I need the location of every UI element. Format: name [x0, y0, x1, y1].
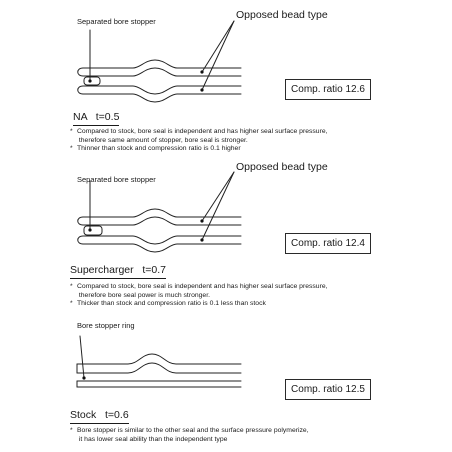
note-item: * Compared to stock, bore seal is independent and has higher seal surface pressure, therefore bore seal power is much stronger. — [70, 283, 328, 300]
note-item: * Thicker than stock and compression ratio is 0.1 less than stock — [70, 300, 328, 309]
section-title-na — [73, 112, 119, 126]
comp-ratio-box: Comp. ratio 12.6 — [285, 79, 371, 100]
upper-layer-top — [77, 354, 241, 364]
section-title-text: Supercharger t=0.7 — [70, 264, 167, 276]
note-item: * Thinner than stock and compression ratio is 0.1 higher — [70, 145, 328, 154]
dot-stopper-1 — [88, 79, 91, 82]
lower-plate-inner — [91, 86, 241, 94]
section-title-stock — [70, 410, 129, 424]
callout-bore-stopper-ring: Bore stopper ring — [77, 321, 135, 330]
section-title-text: NA t=0.5 — [73, 111, 120, 123]
dot-bead-upper-1 — [200, 70, 203, 73]
title-underline — [70, 278, 166, 279]
upper-plate-inner — [91, 68, 241, 76]
lower-plate-outer — [83, 94, 241, 102]
separated-bore-stopper — [84, 226, 102, 235]
callout-separated-bore-stopper: Separated bore stopper — [77, 17, 156, 26]
notes-list-na — [70, 128, 328, 154]
title-underline — [73, 125, 119, 126]
dot-stopper-ring — [82, 376, 85, 379]
lower-plate-outer — [83, 244, 241, 252]
dot-bead-upper-2 — [200, 219, 203, 222]
notes-list-supercharger — [70, 283, 328, 309]
comp-ratio-box: Comp. ratio 12.5 — [285, 379, 371, 400]
notes-list-stock — [70, 427, 309, 444]
dot-bead-lower-1 — [200, 88, 203, 91]
gasket-profile-supercharger — [78, 172, 241, 252]
comp-ratio-box: Comp. ratio 12.4 — [285, 233, 371, 254]
callout-opposed-bead-type: Opposed bead type — [236, 9, 328, 21]
section-title-supercharger — [70, 265, 166, 279]
leader-stopper-ring — [80, 336, 84, 378]
leader-bead-lower — [202, 21, 234, 90]
upper-plate-outer — [83, 209, 241, 217]
upper-plate-outer — [83, 60, 241, 68]
leader-bead-upper — [202, 21, 234, 72]
dot-stopper-2 — [88, 228, 91, 231]
gasket-profile-na — [78, 21, 241, 102]
leader-bead-lower — [202, 172, 234, 240]
separated-bore-stopper — [84, 77, 100, 85]
title-underline — [70, 423, 129, 424]
leader-bead-upper — [202, 172, 234, 221]
upper-plate-inner — [91, 217, 241, 225]
note-item: * Compared to stock, bore seal is independent and has higher seal surface pressure, therefore same amount of stopper, bore seal is stronger. — [70, 128, 328, 145]
section-title-text: Stock t=0.6 — [70, 409, 129, 421]
callout-separated-bore-stopper: Separated bore stopper — [77, 175, 156, 184]
callout-opposed-bead-type: Opposed bead type — [236, 161, 328, 173]
lower-plate-inner — [91, 236, 241, 244]
dot-bead-lower-2 — [200, 238, 203, 241]
gasket-profile-stock — [77, 336, 241, 387]
note-item: * Bore stopper is similar to the other seal and the surface pressure polymerize, it has lower seal ability than the independent type — [70, 427, 309, 444]
